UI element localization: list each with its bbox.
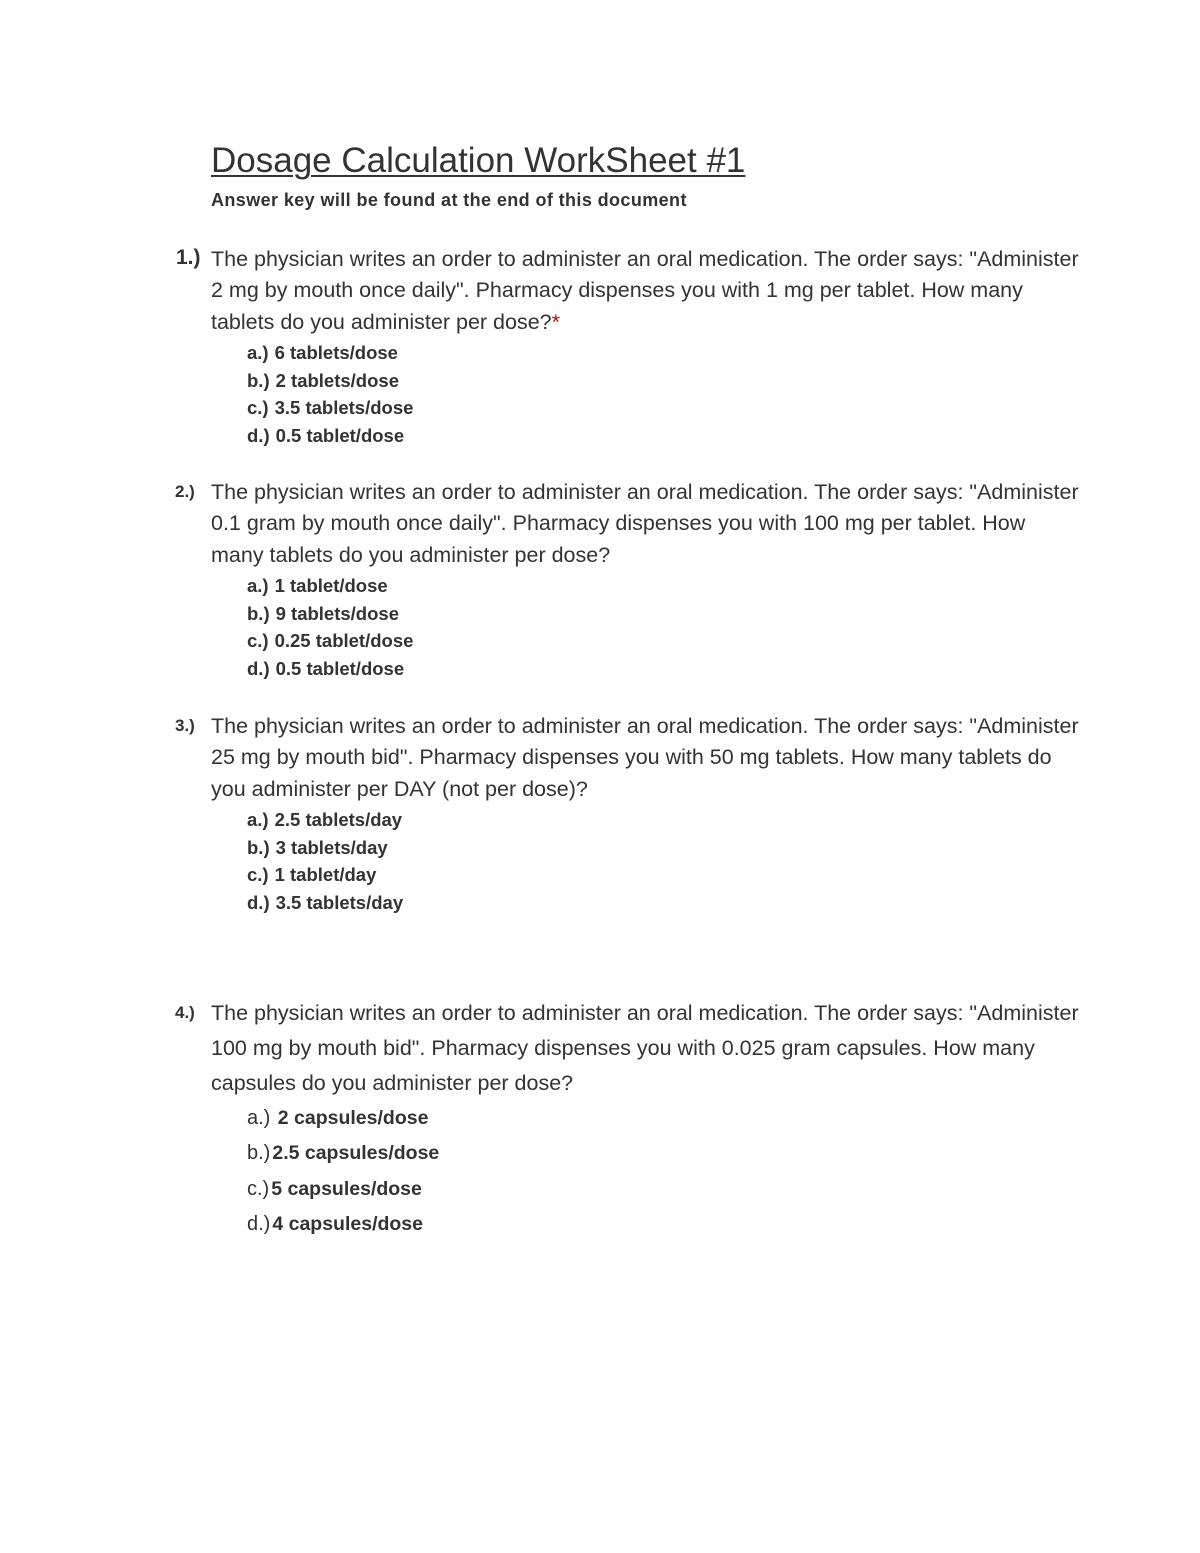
option-c: c.) 5 capsules/dose [247,1177,422,1200]
options-list [247,339,413,449]
option-a: a.) 6 tablets/dose [247,342,398,363]
option-c: c.) 3.5 tablets/dose [247,397,414,418]
option-a: a.) 1 tablet/dose [247,575,388,596]
document-title: Dosage Calculation WorkSheet #1 [211,141,746,180]
required-marker: * [551,309,560,334]
options-list [247,572,413,682]
option-b: b.) 3 tablets/day [247,836,388,858]
question-number: 1.) [176,246,201,269]
option-d: d.) 0.5 tablet/dose [247,424,405,446]
question-text: The physician writes an order to administer an oral medication. The order says: "Administer 2 mg by mouth once daily". Pharmacy dispenses you with 1 mg per tablet. How many tablets do you administer per dose?* [211,247,1079,334]
option-c: c.) 0.25 tablet/dose [247,630,414,651]
option-c: c.) 1 tablet/day [247,864,377,885]
document-subtitle: Answer key will be found at the end of this document [211,190,687,210]
option-b: b.) 2 tablets/dose [247,369,399,391]
question-text: The physician writes an order to administer an oral medication. The order says: "Administer 0.1 gram by mouth once daily". Pharmacy dispenses you with 100 mg per tablet. How many tablets do you administer per dose? [211,480,1079,567]
question-number: 3.) [175,716,195,735]
option-a: a.) 2.5 tablets/day [247,809,403,830]
options-list [247,806,403,916]
option-a: a.) 2 capsules/dose [247,1107,429,1129]
options-list [247,1101,439,1242]
option-b: b.) 9 tablets/dose [247,602,399,624]
question-number: 4.) [175,1003,195,1022]
option-d: d.) 4 capsules/dose [247,1212,424,1235]
option-b: b.) 2.5 capsules/dose [247,1142,440,1165]
option-d: d.) 3.5 tablets/day [247,891,404,913]
option-d: d.) 0.5 tablet/dose [247,657,405,679]
question-text: The physician writes an order to administer an oral medication. The order says: "Administer 100 mg by mouth bid". Pharmacy dispenses you with 0.025 gram capsules. How many capsules do you administer per dose? [211,1001,1079,1095]
question-text: The physician writes an order to administer an oral medication. The order says: "Administer 25 mg by mouth bid". Pharmacy dispenses you with 50 mg tablets. How many tablets do you administer per DAY (not per dose)? [211,714,1079,801]
question-number: 2.) [175,482,195,501]
